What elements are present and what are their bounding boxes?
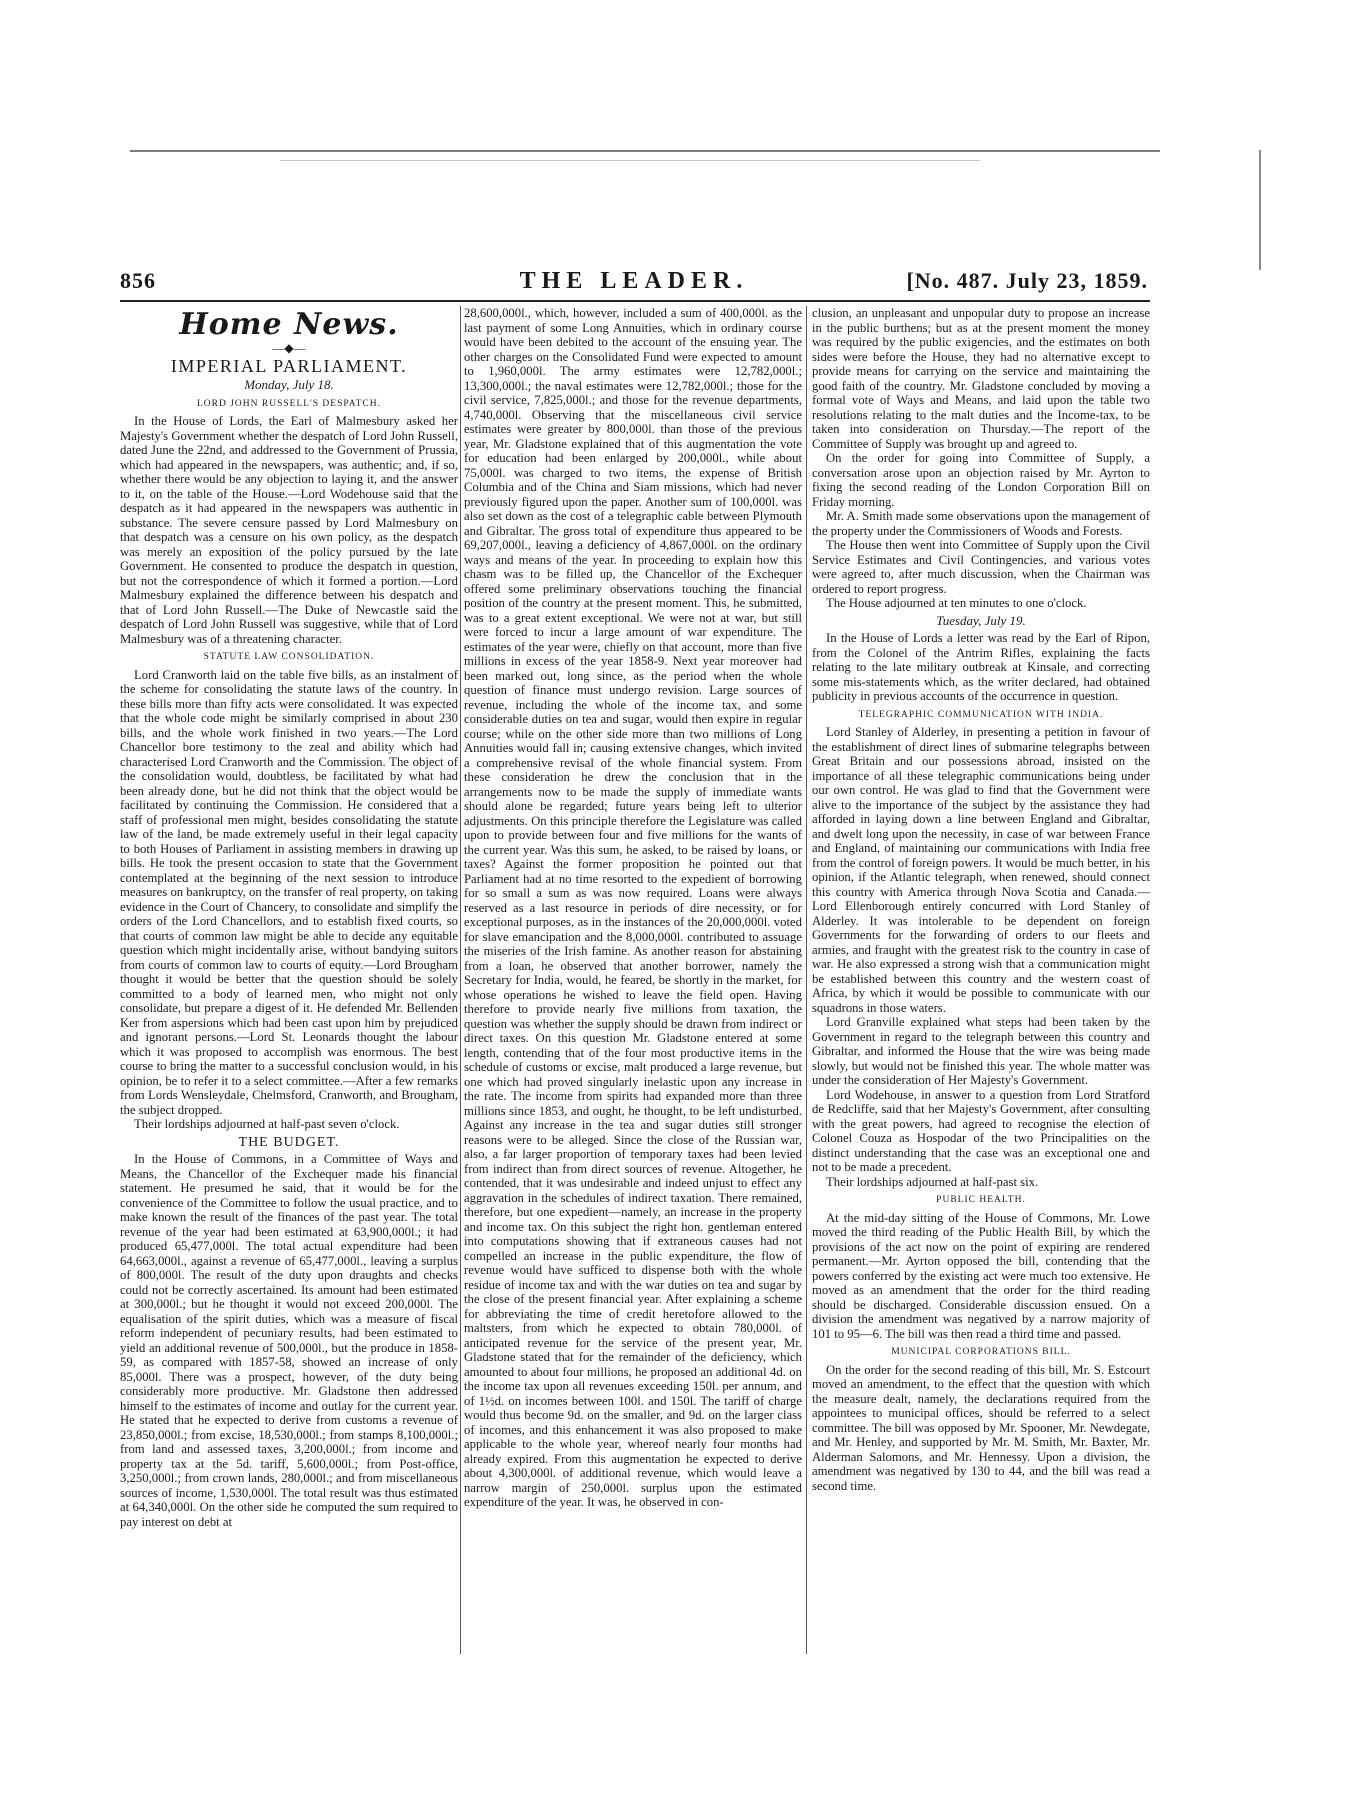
- paragraph: In the House of Lords, the Earl of Malmesbury asked her Majesty's Government whether the despatch of Lord John Russell, dated June the 22nd, and addressed to the Government of Prussia, which had appeared in the newspapers, was authentic; and, if so, whether there would be any objection to laying it, and the answer to it, on the table of the House.—Lord Wodehouse said that the despatch as it had appeared in the newspapers was authentic in substance. The severe censure passed by Lord Malmesbury on that despatch was a censure on his own policy, as the despatch was merely an exposition of the policy pursued by the late Government. He consented to produce the despatch in question, but not the correspondence of which it formed a portion.—Lord Malmesbury explained the difference between his despatch and that of Lord John Russell.—The Duke of Newcastle said the despatch of Lord John Russell was suggestive, while that of Lord Malmesbury was of a threatening character.: [120, 414, 458, 646]
- paragraph: Lord Granville explained what steps had been taken by the Government in regard to the telegraph between this country and Gibraltar, and informed the House that the wire was being made slowly, but would not be finished this year. The whole matter was under the consideration of Her Majesty's Government.: [812, 1015, 1150, 1087]
- paragraph: Lord Stanley of Alderley, in presenting a petition in favour of the establishment of direct lines of submarine telegraphs between Great Britain and our possessions abroad, insisted on the importance of all these telegraphic communications being under our own control. He was glad to find that the Government were alive to the importance of the subject by the assistance they had afforded in laying down a line between England and Gibraltar, and dwelt long upon the necessity, in case of war between France and England, of maintaining our communications with India free from the control of foreign powers. It would be much better, in his opinion, if the Atlantic telegraph, when renewed, should connect this country with America through Nova Scotia and Canada.—Lord Ellenborough entirely concurred with Lord Stanley of Alderley. It was intolerable to be dependent on foreign Governments for the forwarding of orders to our fleets and armies, and fraught with the greatest risk to the country in case of war. He also expressed a strong wish that a communication might be established between this country and the western coast of Africa, by which it would be possible to communicate with our squadrons in those waters.: [812, 725, 1150, 1015]
- subheading-telegraphic: TELEGRAPHIC COMMUNICATION WITH INDIA.: [858, 709, 1104, 720]
- paragraph: At the mid-day sitting of the House of Commons, Mr. Lowe moved the third reading of the Public Health Bill, by which the provisions of the act now on the point of expiring are rendered permanent.—Mr. Ayrton opposed the bill, contending that the powers conferred by the existing act were much too extensive. He moved as an amendment that the order for the third reading should be discharged. Considerable discussion ensued. On a division the amendment was negatived by a narrow majority of 101 to 95—6. The bill was then read a third time and passed.: [812, 1210, 1150, 1341]
- column-divider: [806, 306, 807, 1654]
- paragraph: Mr. A. Smith made some observations upon the management of the property under the Commissioners of Woods and Forests.: [812, 509, 1150, 538]
- page-number: 856: [120, 268, 156, 293]
- scan-edge-mark: [1259, 150, 1261, 270]
- column-divider: [460, 306, 461, 1654]
- section-title: Home News.: [179, 307, 399, 342]
- heading-imperial-parliament: IMPERIAL PARLIAMENT.: [170, 356, 408, 376]
- ornament: —◆—: [272, 341, 306, 355]
- date-monday: Monday, July 18.: [244, 377, 334, 392]
- paragraph: On the order for going into Committee of Supply, a conversation arose upon an objection raised by Mr. Ayrton to fixing the second reading of the London Corporation Bill on Friday morning.: [812, 451, 1150, 509]
- paragraph: Lord Cranworth laid on the table five bills, as an instalment of the scheme for consolidating the statute laws of the country. In these bills more than fifty acts were consolidated. It was expected that the whole code might be similarly comprised in about 230 bills, and the whole work finished in two years.—The Lord Chancellor bore testimony to the zeal and ability which had characterised Lord Cranworth and the Commission. The object of the consolidation would, doubtless, be facilitated by what had been already done, but he did not think that the object would be facilitated by continuing the Commission. He considered that a staff of professional men might, besides consolidating the statute law of the land, be made extremely useful in their legal capacity to both Houses of Parliament in assisting members in drawing up bills. He took the present occasion to state that the Government contemplated at the beginning of the next session to introduce measures on bankruptcy, on the transfer of real property, on taking evidence in the Court of Chancery, to consolidate and simplify the orders of the Lord Chancellors, and to establish fixed courts, so that courts of common law might be able to decide any equitable question which might incidentally arise, without bandying suitors from courts of common law to courts of equity.—Lord Brougham thought it would be better that the question should be solely committed to a body of learned men, who might not only consolidate, but prepare a digest of it. He defended Mr. Bellenden Ker from aspersions which had been cast upon him by prejudiced and ignorant persons.—Lord St. Leonards thought the labour which it was proposed to accomplish was enormous. The best course to bring the matter to a successful conclusion would, in his opinion, be to refer it to a select committee.—After a few remarks from Lords Wensleydale, Chelmsford, Cranworth, and Brougham, the subject dropped.: [120, 667, 458, 1117]
- paragraph: 28,600,000l., which, however, included a sum of 400,000l. as the last payment of some Long Annuities, which in ordinary course would have been debited to the account of the ensuing year. The other charges on the Consolidated Fund were expected to amount to 1,960,000l. The army estimates were 12,782,000l.; 13,300,000l.; the naval estimates were 12,782,000l.; those for the civil service, 7,825,000l.; and those for the revenue departments, 4,740,000l. Observing that the miscellaneous civil service estimates were greater by 800,000l. than those of the previous year, Mr. Gladstone explained that of this augmentation the vote for education had been enlarged by 200,000l., while about 75,000l. was charged to two items, the expense of British Columbia and of the China and Siam missions, which had never previously figured upon the paper. Another sum of 100,000l. was also set down as the cost of a telegraphic cable between Plymouth and Gibraltar. The gross total of expenditure thus appeared to be 69,207,000l., leaving a deficiency of 4,867,000l. on the ordinary ways and means of the year. In proceeding to explain how this chasm was to be filled up, the Chancellor of the Exchequer offered some preliminary observations touching the financial position of the country at the present moment. This, he submitted, was to a great extent exceptional. We were not at war, but still were forced to incur a large amount of war expenditure. The estimates of the year were, chiefly on that account, more than five millions in excess of the year 1858-9. Next year moreover had been marked out, long since, as the period when the whole question of finance must undergo revision. Large sources of revenue, including the whole of the income tax, and some considerable duties on tea and sugar, would then expire in regular course; while on the other side more than two millions of Long Annuities would fall in; causing extensive changes, which invited a comprehensive revisal of the whole financial system. From these consideration he drew the conclusion that in the arrangements now to be made the supply of immediate wants should alone be regarded; future years being left to ulterior adjustments. On this principle therefore the Legislature was called upon to provide between four and five millions for the wants of the current year. Was this sum, he asked, to be raised by loans, or taxes? Against the former proposition he pointed out that Parliament had at no time resorted to the expedient of borrowing for so small a sum as was now required. Loans were always reserved as a last resource in periods of dire necessity, or for exceptional purposes, as in the instances of the 20,000,000l. voted for slave emancipation and the 8,000,000l. contributed to assuage the miseries of the Irish famine. As another reason for abstaining from a loan, he observed that another borrower, namely the Secretary for India, would, he feared, be shortly in the market, for whose operations he wished to leave the field open. Having therefore to provide nearly five millions from taxation, the question was whether the supply should be drawn from indirect or direct taxes. On this question Mr. Gladstone entered at some length, contending that of the four most productive items in the schedule of customs or excise, malt produced a large revenue, but one which had proved singularly inelastic upon any increase in the rate. The income from spirits had expanded more than three millions since 1853, and ought, he thought, to be left undisturbed. Against any increase in the tea and sugar duties still stronger reasons were to be alleged. Since the close of the Russian war, also, a far larger proportion of temporary taxes had been levied from indirect than from direct sources of revenue. Altogether, he contended, that it was undesirable and indeed unjust to effect any aggravation in the schedules of indirect taxation. There remained, therefore, but one expedient—namely, an increase in the property and income tax. On this subject the right hon. gentleman entered into computations showing that if extraneous causes had not compelled an increase in the public expenditure, the flow of revenue would have sufficed to dispense both with the whole residue of income tax and with the war duties on tea and sugar by the close of the present financial year. After explaining a scheme for abbreviating the time of credit heretofore allowed to the maltsters, from which he expected to obtain 780,000l. of anticipated revenue for the service of the present year, Mr. Gladstone stated that for the remainder of the deficiency, which amounted to about four millions, he proposed an additional 4d. on the income tax upon all revenues exceeding 150l. per annum, and of 1½d. on incomes between 100l. and 150l. The tariff of charge would thus become 9d. on the smaller, and 9d. on the larger class of incomes, and this enhancement it was also proposed to make applicable to the whole year, whereof nearly four months had already expired. From this augmentation he expected to derive about 4,300,000l. of additional revenue, which would leave a narrow margin of 250,000l. surplus upon the estimated expenditure of the year. It was, he observed in con-: [464, 306, 802, 1509]
- paragraph: Lord Wodehouse, in answer to a question from Lord Stratford de Redcliffe, said that her Majesty's Government, after consulting with the great powers, had agreed to recognise the election of Colonel Couza as Hospodar of the two Principalities on the distinct understanding that the case was an exceptional one and not to be made a precedent.: [812, 1087, 1150, 1174]
- column-1: [120, 306, 458, 1656]
- paragraph: In the House of Commons, in a Committee of Ways and Means, the Chancellor of the Exchequer made his financial statement. He presumed he said, that it would be for the convenience of the Committee to follow the usual practice, and to make known the result of the finances of the past year. The total revenue of the year had been estimated at 63,900,000l.; it had produced 65,477,000l. The total actual expenditure had been 64,663,000l., against a revenue of 65,477,000l., leaving a surplus of 800,000l. The result of the duty upon draughts and checks could not be correctly ascertained. Its amount had been estimated at 300,000l.; but he thought it would not exceed 200,000l. The equalisation of the spirit duties, which was a measure of fiscal reform independent of pecuniary results, had been estimated to yield an additional revenue of 500,000l., but the produce in 1858-59, as compared with 1857-58, showed an increase of only 85,000l. There was a prospect, however, of the duty being considerably more productive. Mr. Gladstone then addressed himself to the estimates of income and outlay for the current year. He stated that he expected to derive from customs a revenue of 23,850,000l.; from excise, 18,530,000l.; from stamps 8,100,000l.; from land and assessed taxes, 3,200,000l.; from income and property tax at the 5d. tariff, 5,600,000l.; from Post-office, 3,250,000l.; from crown lands, 280,000l.; and from miscellaneous sources of income, 1,530,000l. The total result was thus estimated at 64,340,000l. On the other side he computed the sum required to pay interest on debt at: [120, 1152, 458, 1529]
- masthead-rule: [120, 300, 1150, 302]
- subheading-public-health: PUBLIC HEALTH.: [936, 1195, 1026, 1205]
- paper-title: THE LEADER.: [519, 268, 749, 294]
- subheading-budget: THE BUDGET.: [238, 1134, 340, 1150]
- column-2: [464, 306, 802, 1656]
- paragraph: In the House of Lords a letter was read by the Earl of Ripon, from the Colonel of the Antrim Rifles, explaining the facts relating to the late military outbreak at Kinsale, and correcting some mis-statements which, as the writer declared, had obtained publicity in previous accounts of the occurrence in question.: [812, 631, 1150, 703]
- paragraph: The House then went into Committee of Supply upon the Civil Service Estimates and Civil Contingencies, and various votes were agreed to, after much discussion, when the Chairman was ordered to report progress.: [812, 538, 1150, 596]
- masthead: [120, 268, 1148, 302]
- subheading-municipal: MUNICIPAL CORPORATIONS BILL.: [891, 1347, 1071, 1357]
- subheading-russell-despatch: LORD JOHN RUSSELL'S DESPATCH.: [197, 398, 381, 409]
- paragraph: The House adjourned at ten minutes to one o'clock.: [826, 596, 1087, 610]
- scan-rule-faint: [280, 160, 980, 161]
- paragraph: Their lordships adjourned at half-past seven o'clock.: [134, 1117, 400, 1131]
- paragraph: clusion, an unpleasant and unpopular duty to propose an increase in the public burthens; but as at the present moment the money was required by the public exigencies, and the estimates on both sides were before the House, they had no alternative except to provide means for carrying on the service and maintaining the good faith of the country. Mr. Gladstone concluded by moving a formal vote of Ways and Means, and laid upon the table two resolutions relating to the malt duties and the Income-tax, to be taken into consideration on Thursday.—The report of the Committee of Supply was brought up and agreed to.: [812, 306, 1150, 451]
- date-tuesday: Tuesday, July 19.: [936, 612, 1026, 628]
- column-3: [812, 306, 1150, 1656]
- paragraph: Their lordships adjourned at half-past six.: [826, 1174, 1039, 1189]
- scan-rule: [130, 150, 1160, 152]
- paragraph: On the order for the second reading of this bill, Mr. S. Estcourt moved an amendment, to the effect that the question with which the measure dealt, namely, the declarations required from the appointees to municipal offices, should be referred to a select committee. The bill was opposed by Mr. Spooner, Mr. Newdegate, and Mr. Henley, and supported by Mr. M. Smith, Mr. Baxter, Mr. Alderman Salomons, and Mr. Hennessy. Upon a division, the amendment was negatived by 130 to 44, and the bill was read a second time.: [812, 1362, 1150, 1493]
- subheading-statute-law: STATUTE LAW CONSOLIDATION.: [203, 652, 375, 662]
- issue-date: [No. 487. July 23, 1859.: [906, 268, 1148, 293]
